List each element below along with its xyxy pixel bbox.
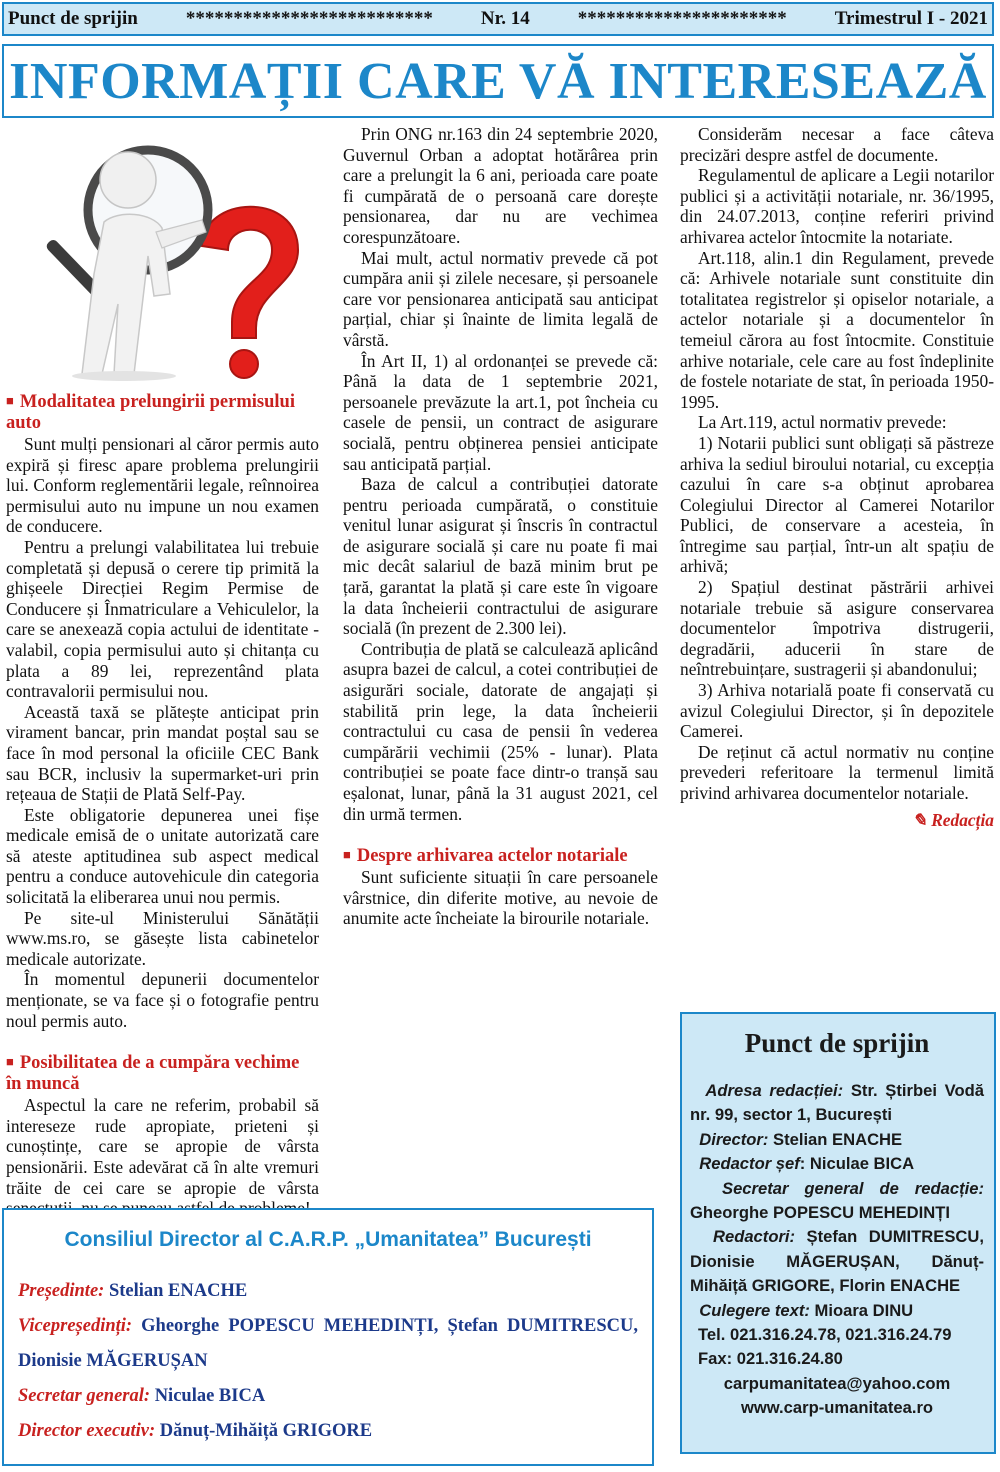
board-title: Consiliul Director al C.A.R.P. „Umanitatea” București bbox=[64, 1228, 592, 1251]
page-title: INFORMAȚII CARE VĂ INTERESEAZĂ bbox=[9, 52, 987, 110]
contact-editors: Redactori: Ștefan DUMITRESCU, Dionisie MĂGERUȘAN, Dănuț-Mihăiță GRIGORE, Florin ENACHE bbox=[690, 1227, 984, 1296]
paragraph: Contribuția de plată se calculează aplicând asupra bazei de calcul, a cotei contribuției de asigurări sociale, datorate de angajați și stabilită prin lege, la data încheierii contractului cu casa de pensii în vederea cumpărării vechimii (25% - lunar). Plata contribuției se poate face dintr-o tranșă sau eșalonat, lunar, până la 31 august 2021, cel din urmă termen. bbox=[343, 638, 658, 824]
contact-secretary: Secretar general de redacție: Gheorghe POPESCU MEHEDINȚI bbox=[690, 1178, 984, 1223]
paragraph: 1) Notarii publici sunt obligați să păstreze arhiva la sediul biroului notarial, cu excepția cazului în care s-a obținut aprobarea Colegiului Director al Camerei Notarilor Publici, de conservare a acesteia, în întregime sau parțial, într-un alt spațiu de arhivă; bbox=[680, 432, 994, 577]
paragraph: Sunt suficiente situații în care persoanele vârstnice, din diferite motive, au nevoie de anumite acte încheiate la birourile notariale. bbox=[343, 867, 658, 929]
paragraph: În momentul depunerii documentelor menționate, se va face și o fotografie pentru noul permis auto. bbox=[6, 969, 319, 1031]
paragraph: Baza de calcul a contribuției datorate pentru perioada cumpărată, o constituie venitul lunar asigurat și înscris în contractul de asigurare socială și care nu poate fi mai mic decât salariul de bază minim brut pe țară, garantat la plată și care este în vigoare la data încheierii contractului de asigurare socială (în prezent de 2.300 lei). bbox=[343, 474, 658, 639]
square-bullet-icon: ■ bbox=[6, 1054, 14, 1070]
header-stars-left: ************************** bbox=[185, 8, 433, 29]
board-of-directors-box bbox=[2, 1208, 654, 1466]
paragraph: Pe site-ul Ministerului Sănătății www.ms.ro, se găsește lista cabinetelor medicale autorizate. bbox=[6, 907, 319, 969]
paragraph: Regulamentul de aplicare a Legii notarilor publici și a activității notariale, nr. 36/1995, din 24.07.2013, conține referiri privind arhivarea actelor întocmite la notariate. bbox=[680, 165, 994, 247]
paragraph: De reținut că actul normativ nu conține prevederi referitoare la termenul limită privind arhivarea documentelor notariale. bbox=[680, 741, 994, 803]
paragraph: Pentru a prelungi valabilitatea lui trebuie completată și depusă o cerere tip primită la ghișeele Direcției Regim Permise de Conducere și Înmatriculare a Vehiculelor, la care se anexează copia actului de identitate - valabil, copia permisului auto și chitanța cu plata a 89 lei, reprezentând plata contravalorii permisului nou. bbox=[6, 536, 319, 702]
editorial-contact-box bbox=[680, 1012, 996, 1454]
header-issue-number: Nr. 14 bbox=[480, 8, 530, 29]
header-quarter: Trimestrul I - 2021 bbox=[834, 8, 988, 29]
header-stars-right: ********************** bbox=[577, 8, 787, 29]
paragraph: Art.118, alin.1 din Regulament, prevede că: Arhivele notariale sunt constituite din totalitatea registrelor și opiselor notariale, a actelor notariale și a documentelor în temeiul cărora au fost întocmite. Constituie arhive notariale, cele care au fost îndeplinite de fostele notariate de stat, în perioada 1950-1995. bbox=[680, 247, 994, 412]
paragraph: Sunt mulți pensionari al căror permis auto expiră și firesc apare problema prelungirii lui. Conform reglementării legale, reînnoirea permisului auto nu impune un nou examen de conducere. bbox=[6, 434, 319, 537]
contact-fax: Fax: 021.316.24.80 bbox=[698, 1349, 843, 1369]
title-banner bbox=[2, 44, 994, 118]
paragraph: Aspectul la care ne referim, probabil să intereseze rude apropiate, prieteni și cunoștințe, care se apropie de vârsta pensionării. Este adevărat că în alte vremuri trăite de cei care se apropie de vârsta bbox=[6, 1095, 319, 1198]
paragraph: Considerăm necesar a face câteva precizări despre astfel de documente. bbox=[680, 124, 994, 165]
board-row: Președinte: Stelian ENACHE bbox=[18, 1281, 248, 1301]
board-row: Director executiv: Dănuț-Mihăiță GRIGORE bbox=[18, 1421, 373, 1441]
contact-title: Punct de sprijin bbox=[744, 1028, 930, 1058]
board-row: Secretar general: Niculae BICA bbox=[18, 1386, 266, 1406]
square-bullet-icon: ■ bbox=[6, 393, 14, 408]
issue-header bbox=[2, 2, 994, 36]
contact-editor-in-chief: Redactor șef: Niculae BICA bbox=[699, 1154, 915, 1174]
paragraph: Este obligatorie depunerea unei fișe medicale emisă de o unitate autorizată care să ateste aptitudinea sub aspect medical pentru a conduce autovehicule din categoria solicitată la eliberarea unui nou permis. bbox=[6, 804, 319, 908]
column-right bbox=[680, 124, 994, 830]
paragraph: Prin ONG nr.163 din 24 septembrie 2020, Guvernul Orban a adoptat hotărârea prin care a prelungit la 6 ani, perioada care poate fi cumpărată de o persoană care dorește pensionarea, dar nu are vechimea corespunzătoare. bbox=[343, 124, 658, 247]
header-publication: Punct de sprijin bbox=[8, 8, 138, 29]
pen-icon: ✎ bbox=[912, 809, 932, 830]
contact-director: Director: Stelian ENACHE bbox=[699, 1129, 903, 1149]
column-left bbox=[6, 124, 319, 1219]
section-heading-notarial-archives: ■ Despre arhivarea actelor notariale bbox=[343, 846, 628, 867]
contact-address: Adresa redacției: Str. Știrbei Vodă nr. 99, sector 1, București bbox=[690, 1081, 984, 1125]
column-middle bbox=[343, 124, 658, 929]
contact-email[interactable]: carpumanitatea@yahoo.com bbox=[723, 1373, 951, 1393]
section-heading-work-seniority: ■ Posibilitatea de a cumpăra vechime în muncă bbox=[6, 1053, 300, 1095]
magnifier-question-mark-figure-icon bbox=[6, 124, 319, 382]
contact-typing: Culegere text: Mioara DINU bbox=[699, 1300, 914, 1320]
section-heading-driving-license: ■ Modalitatea prelungirii permisului auto bbox=[6, 392, 295, 433]
paragraph: 2) Spațiul destinat păstrării arhivei notariale trebuie să asigure conservarea documentelor împotriva distrugerii, degradării, aducerii în stare de neîntrebuințare, sustragerii și abandonului; bbox=[680, 577, 994, 680]
paragraph: În Art II, 1) al ordonanței se prevede că: Până la data de 1 septembrie 2021, persoanele prevăzute la art.1, pot încheia cu casele de pensii, un contract de asigurare socială, pentru obținerea pensiei anticipate sau anticipată parțial. bbox=[343, 350, 658, 474]
contact-phone: Tel. 021.316.24.78, 021.316.24.79 bbox=[698, 1325, 952, 1345]
paragraph: Mai mult, actul normativ prevede că pot cumpăra anii și zilele necesare, și persoanele care vor pensionarea anticipată sau anticipat parțial, chiar și înainte de limita legală de vârstă. bbox=[343, 247, 658, 350]
board-row: Vicepreședinți: Gheorghe POPESCU MEHEDINȚI, Ștefan DUMITRESCU, Dionisie MĂGERUȘAN bbox=[18, 1316, 639, 1371]
square-bullet-icon: ■ bbox=[343, 847, 351, 863]
paragraph: 3) Arhiva notarială poate fi conservată cu avizul Colegiului Director, și în depozitele Camerei. bbox=[680, 680, 994, 742]
paragraph: La Art.119, actul normativ prevede: bbox=[698, 412, 947, 433]
contact-website-link[interactable]: www.carp-umanitatea.ro bbox=[740, 1398, 934, 1418]
paragraph: Această taxă se plătește anticipat prin virament bancar, prin mandat poștal sau se face în mod personal la oficiile CEC Bank sau BCR, inclusiv la supermarket-uri prin rețeaua de Stații de Plată Self-Pay. bbox=[6, 701, 319, 805]
signature: ✎ Redacția bbox=[912, 809, 994, 830]
